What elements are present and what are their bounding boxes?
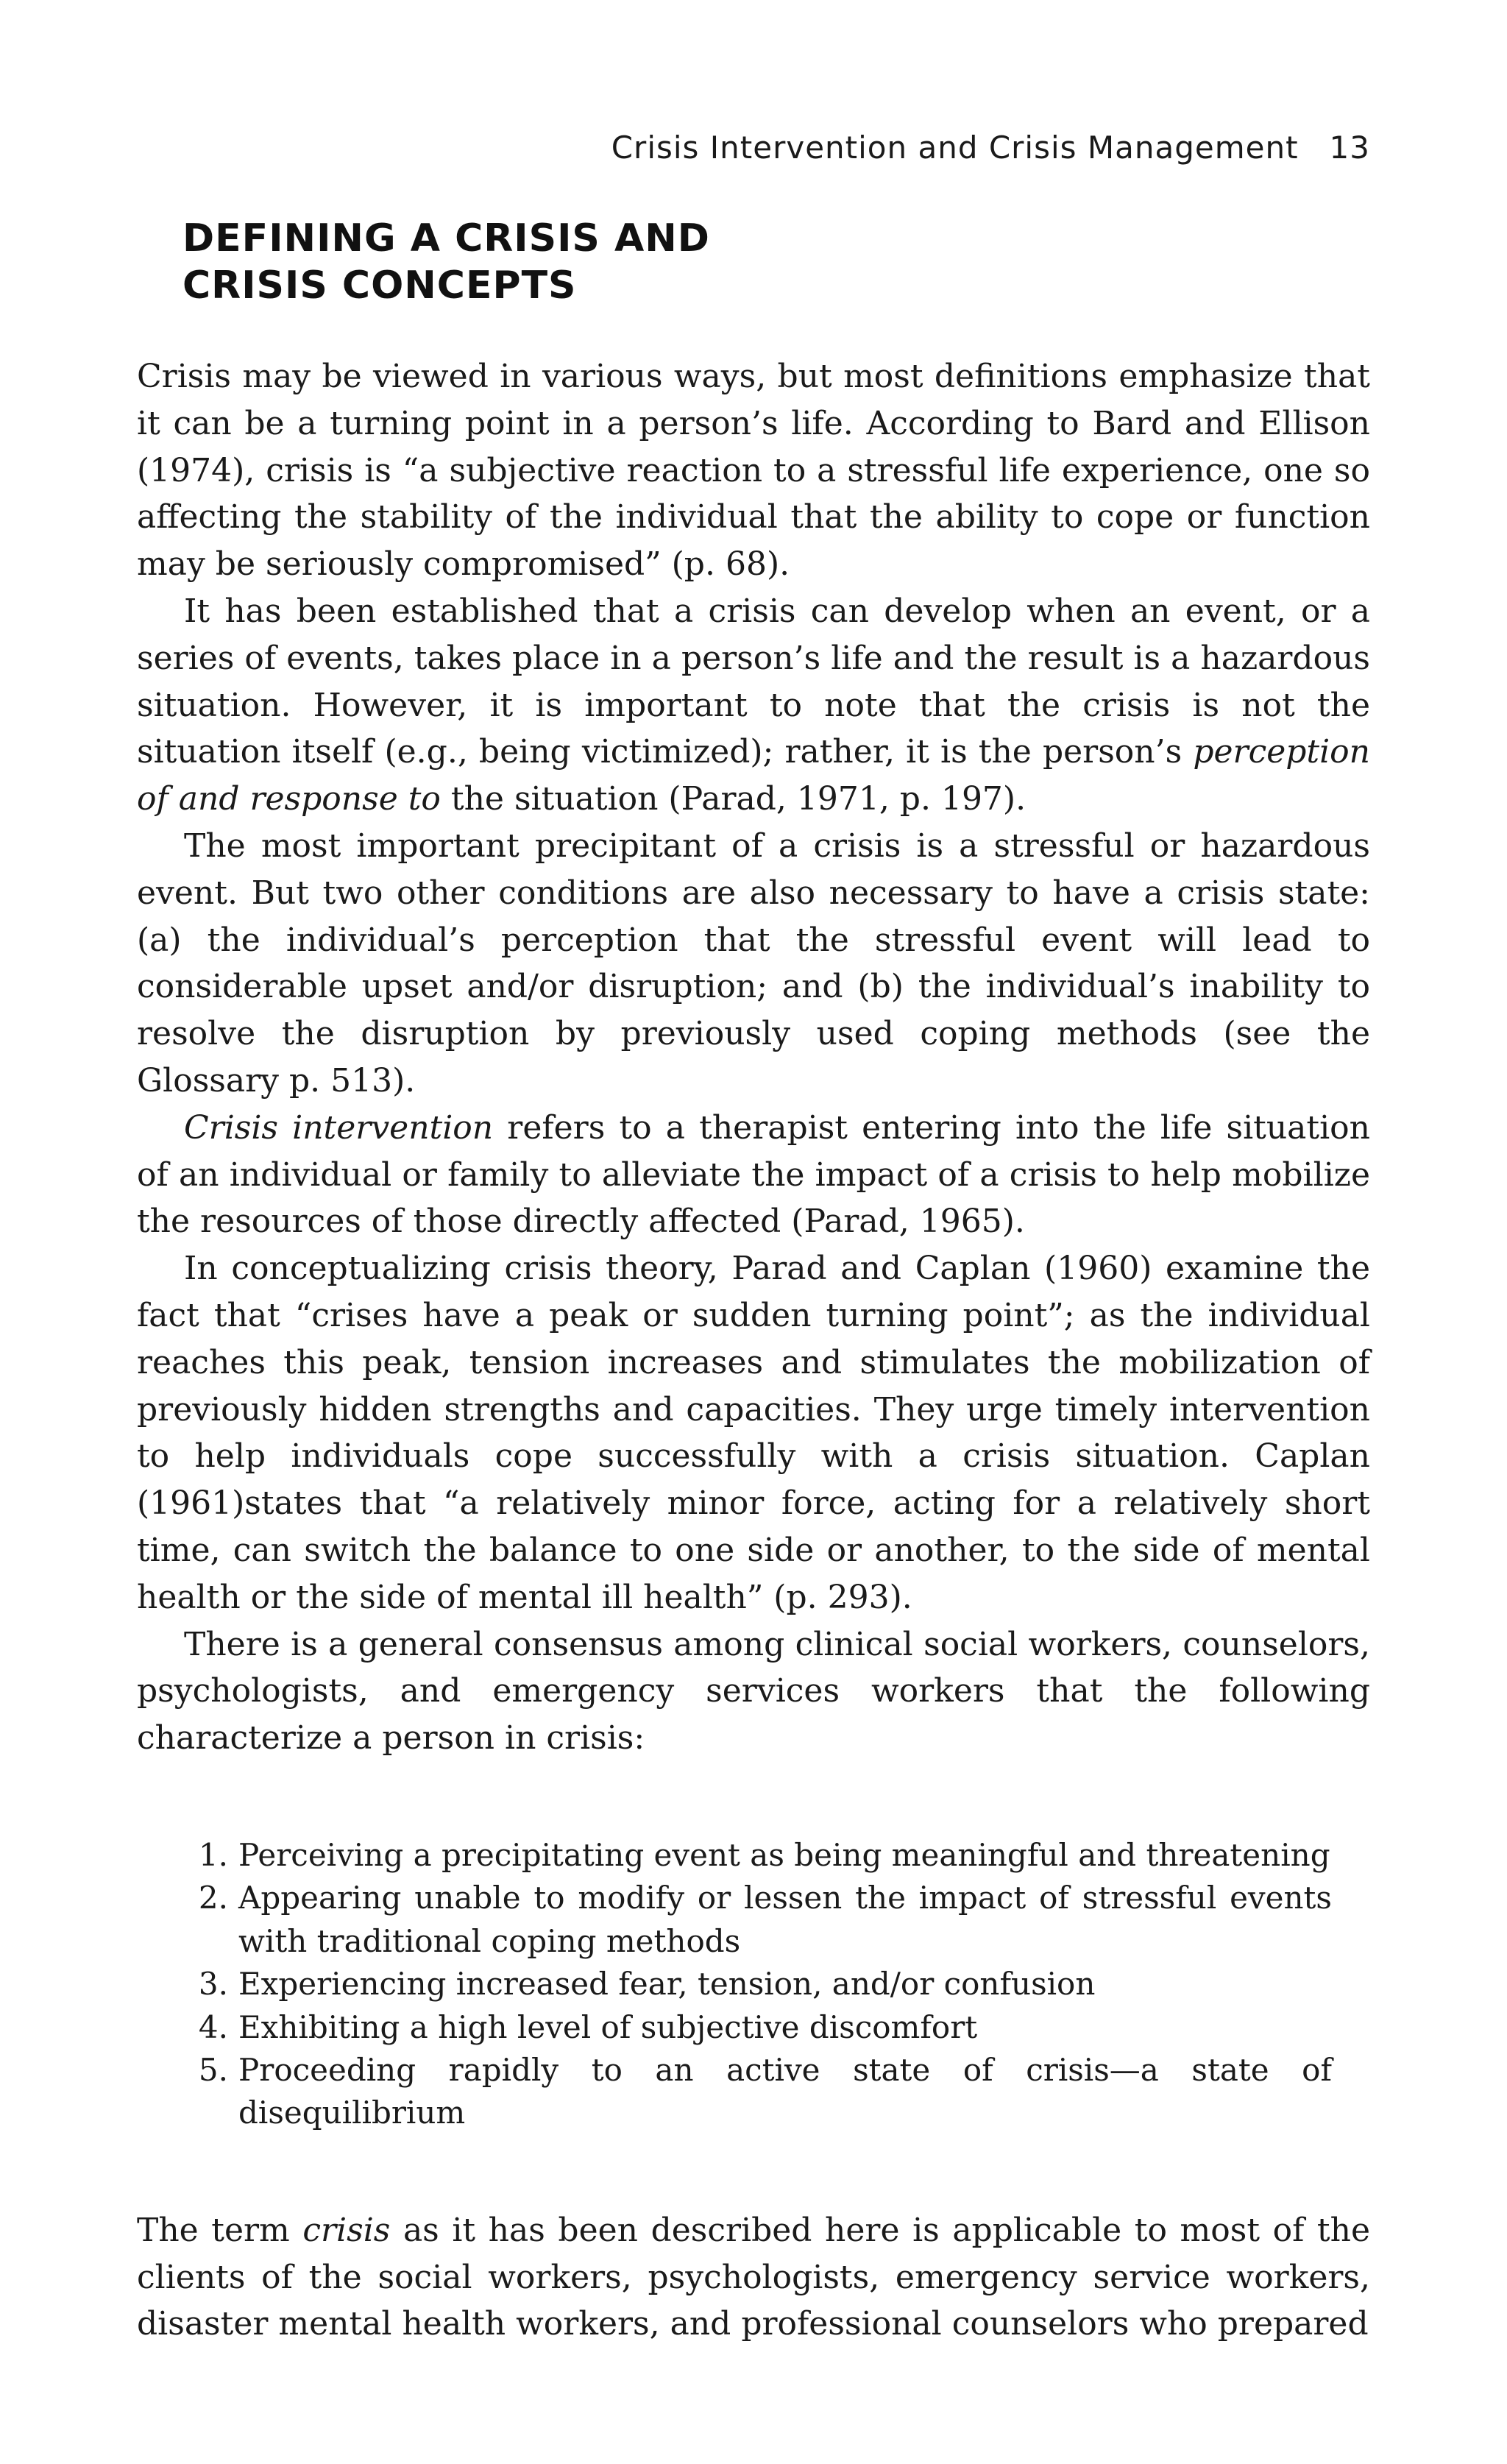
section-heading-line-2: CRISIS CONCEPTS — [182, 263, 577, 308]
paragraph-6: There is a general consensus among clinical social workers, counselors, psychologists, and emergency services workers that the following characterize a person in crisis: — [137, 1625, 1370, 1757]
list-item — [184, 2006, 1332, 2049]
list-item — [184, 1963, 1332, 2005]
paragraph-2-text-a: It has been established that a crisis can develop when an event, or a series of events, takes place in a person’s life and the result is a hazardous situation. However, it is important to note that the crisis is not the situation itself (e.g., being victimized); rather, it is the person’s — [137, 592, 1370, 771]
list-item-text: Experiencing increased fear, tension, and/or confusion — [238, 1966, 1096, 2003]
list-item — [184, 1834, 1332, 1877]
paragraph-7-emphasis: crisis — [302, 2211, 391, 2249]
list-item-text: Proceeding rapidly to an active state of crisis—a state of disequilibrium — [238, 2051, 1332, 2131]
list-item-text: Appearing unable to modify or lessen the impact of stressful events with traditional coping methods — [238, 1880, 1332, 1959]
running-head — [611, 130, 1370, 166]
body-text — [137, 353, 1370, 2348]
section-heading — [182, 215, 710, 309]
paragraph-4-text: refers to a therapist entering into the life situation of an individual or family to alleviate the impact of a crisis to help mobilize the resources of those directly affected (Parad, 1965). — [137, 1108, 1370, 1241]
list-item-text: Perceiving a precipitating event as being meaningful and threatening — [238, 1836, 1330, 1873]
paragraph-4 — [137, 1105, 1370, 1245]
list-item — [184, 2049, 1332, 2135]
paragraph-7-text-b: as it has been described here is applicable to most of the clients of the social workers, psychologists, emergency service workers, disaster mental health workers, and professional counselors who prepared — [137, 2211, 1370, 2343]
list-item-text: Exhibiting a high level of subjective discomfort — [238, 2008, 978, 2045]
list-item-number: 4. — [198, 2008, 228, 2045]
paragraph-1: Crisis may be viewed in various ways, but most definitions emphasize that it can be a turning point in a person’s life. According to Bard and Ellison (1974), crisis is “a subjective reaction to a stressful life experience, one so affecting the stability of the individual that the ability to cope or function may be seriously compromised” (p. 68). — [137, 358, 1370, 584]
page-number: 13 — [1329, 130, 1370, 166]
list-item-number: 5. — [198, 2051, 228, 2088]
paragraph-3: The most important precipitant of a crisis is a stressful or hazardous event. But two other conditions are also necessary to have a crisis state: (a) the individual’s perception that the stressful event will lead to considerable upset and/or disruption; and (b) the individual’s inability to resolve the disruption by previously used coping methods (see the Glossary p. 513). — [137, 826, 1370, 1100]
list-item-number: 3. — [198, 1966, 228, 2003]
paragraph-2-emphasis: perception of and response to — [137, 733, 1370, 818]
list-item — [184, 1877, 1332, 1963]
running-head-title: Crisis Intervention and Crisis Management — [611, 130, 1299, 166]
list-item-number: 1. — [198, 1836, 228, 1873]
section-heading-line-1: DEFINING A CRISIS AND — [182, 216, 710, 261]
characteristics-list — [137, 1834, 1332, 2135]
paragraph-7-text-a: The term — [137, 2211, 303, 2249]
paragraph-5: In conceptualizing crisis theory, Parad and Caplan (1960) examine the fact that “crises have a peak or sudden turning point”; as the individual reaches this peak, tension increases and stimulates the mobilization of previously hidden strengths and capacities. They urge timely intervention to help individuals cope successfully with a crisis situation. Caplan (1961)states that “a relatively minor force, acting for a relatively short time, can switch the balance to one side or another, to the side of mental health or the side of mental ill health” (p. 293). — [137, 1250, 1370, 1616]
list-item-number: 2. — [198, 1880, 228, 1916]
paragraph-2-text-b: the situation (Parad, 1971, p. 197). — [440, 780, 1026, 818]
paragraph-4-emphasis: Crisis intervention — [184, 1108, 494, 1147]
paragraph-2 — [137, 588, 1370, 823]
paragraph-7 — [137, 2207, 1370, 2348]
